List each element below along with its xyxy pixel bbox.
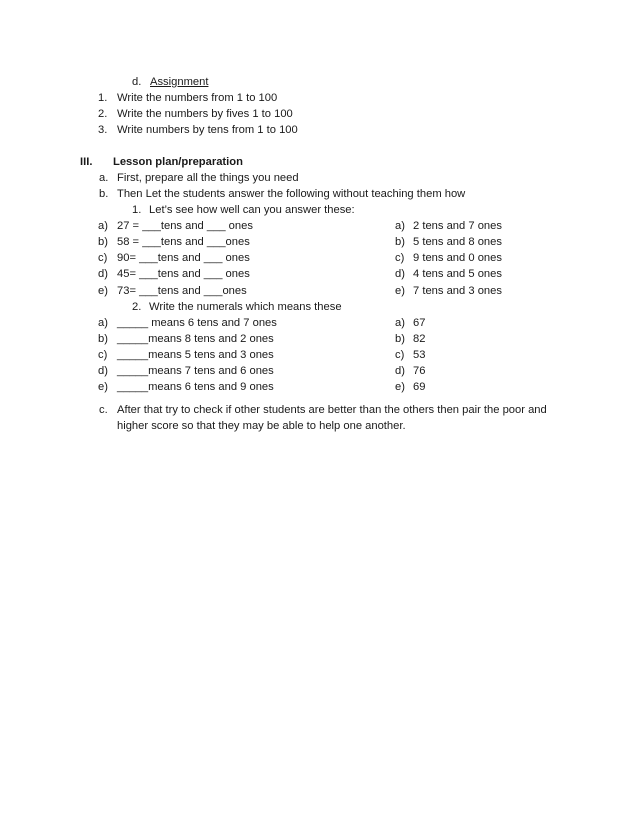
- question-text: 45= ___tens and ___ ones: [117, 268, 250, 280]
- question-label: d): [98, 268, 108, 280]
- step-marker: c.: [99, 404, 108, 416]
- assignment-item: Write the numbers by fives 1 to 100: [117, 108, 293, 120]
- question-text: 90= ___tens and ___ ones: [117, 252, 250, 264]
- answer-text: 2 tens and 7 ones: [413, 220, 502, 232]
- answer-text: 5 tens and 8 ones: [413, 236, 502, 248]
- step-text: Then Let the students answer the following without teaching them how: [117, 188, 466, 200]
- answer-text: 82: [413, 333, 426, 345]
- answer-label: d): [395, 365, 405, 377]
- question-label: e): [98, 381, 108, 393]
- assignment-item: Write the numbers from 1 to 100: [117, 92, 278, 104]
- question-text: 27 = ___tens and ___ ones: [117, 220, 253, 232]
- question-label: a): [98, 220, 108, 232]
- question-label: c): [98, 252, 108, 264]
- answer-text: 9 tens and 0 ones: [413, 252, 502, 264]
- exercise-title: Let’s see how well can you answer these:: [149, 204, 355, 216]
- answer-text: 76: [413, 365, 426, 377]
- question-label: d): [98, 365, 108, 377]
- answer-text: 4 tens and 5 ones: [413, 268, 502, 280]
- step-text-line1: After that try to check if other students are better than the others then pair the poor and: [117, 404, 547, 416]
- question-label: a): [98, 317, 108, 329]
- question-text: 73= ___tens and ___ones: [117, 285, 247, 297]
- answer-text: 69: [413, 381, 426, 393]
- answer-label: e): [395, 381, 405, 393]
- assignment-marker: d.: [132, 76, 142, 88]
- assignment-item: Write numbers by tens from 1 to 100: [117, 124, 298, 136]
- answer-text: 53: [413, 349, 426, 361]
- step-text-line2: higher score so that they may be able to help one another.: [117, 420, 406, 432]
- assignment-item-number: 2.: [98, 108, 108, 120]
- answer-label: b): [395, 333, 405, 345]
- answer-text: 7 tens and 3 ones: [413, 285, 502, 297]
- exercise-number: 2.: [132, 301, 142, 313]
- exercise-title: Write the numerals which means these: [149, 301, 342, 313]
- exercise-number: 1.: [132, 204, 142, 216]
- question-label: c): [98, 349, 108, 361]
- step-marker: a.: [99, 172, 109, 184]
- answer-text: 67: [413, 317, 426, 329]
- step-marker: b.: [99, 188, 109, 200]
- section-heading: Lesson plan/preparation: [113, 156, 243, 168]
- question-text: _____means 7 tens and 6 ones: [117, 365, 274, 377]
- answer-label: a): [395, 220, 405, 232]
- answer-label: a): [395, 317, 405, 329]
- assignment-item-number: 3.: [98, 124, 108, 136]
- answer-label: e): [395, 285, 405, 297]
- assignment-heading: Assignment: [150, 76, 209, 88]
- step-text: First, prepare all the things you need: [117, 172, 299, 184]
- answer-label: b): [395, 236, 405, 248]
- question-label: e): [98, 285, 108, 297]
- question-text: _____means 8 tens and 2 ones: [117, 333, 274, 345]
- question-text: _____means 5 tens and 3 ones: [117, 349, 274, 361]
- assignment-item-number: 1.: [98, 92, 108, 104]
- question-text: _____ means 6 tens and 7 ones: [117, 317, 277, 329]
- question-text: _____means 6 tens and 9 ones: [117, 381, 274, 393]
- answer-label: c): [395, 349, 405, 361]
- answer-label: c): [395, 252, 405, 264]
- question-text: 58 = ___tens and ___ones: [117, 236, 250, 248]
- question-label: b): [98, 333, 108, 345]
- question-label: b): [98, 236, 108, 248]
- answer-label: d): [395, 268, 405, 280]
- section-numeral: III.: [80, 156, 93, 168]
